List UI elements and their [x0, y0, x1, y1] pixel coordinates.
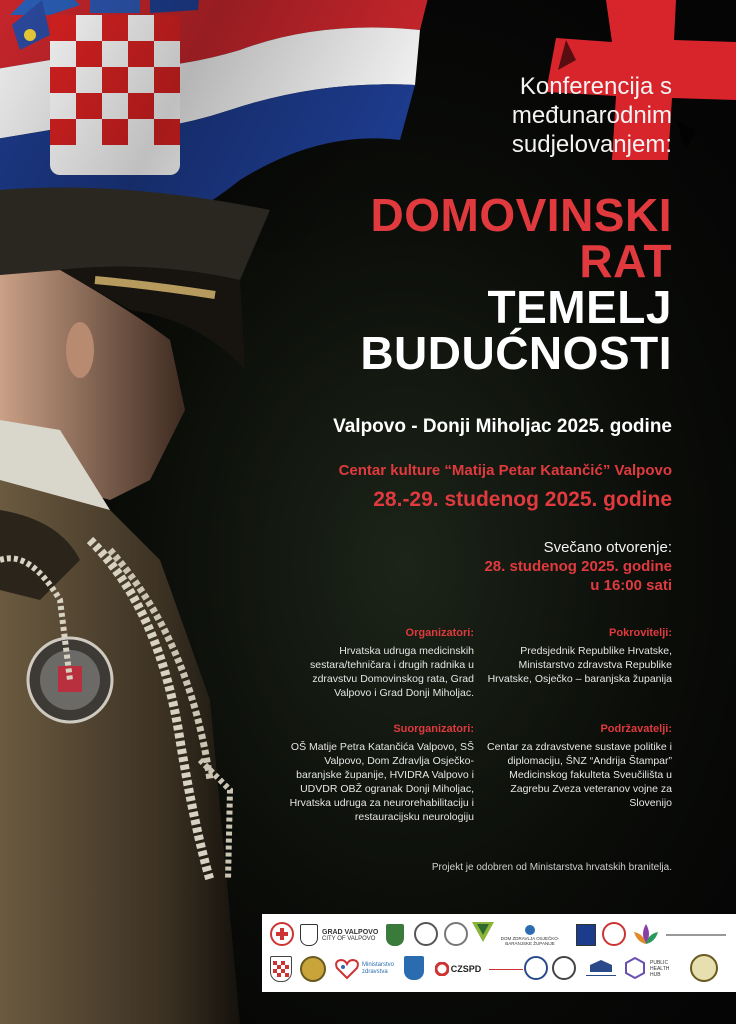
intro-line: Konferencija s [519, 73, 672, 100]
public-health-hub-logo [650, 958, 678, 980]
title-line-red: RAT [579, 235, 672, 287]
supporters-heading: Podržavatelji: [600, 723, 672, 735]
coorganizers-text: OŠ Matije Petra Katančića Valpovo, SŠ Valpovo, Dom Zdravlja Osječko-baranjske županije, HVIDRA Valpovo i UDVDR OBŽ ogranak Donji Miholjac, Hrvatska udruga za neurorehabilitaciju i restauracijsku neurologiju [289, 741, 474, 823]
opening-label: Svečano otvorenje: [543, 539, 672, 556]
ministarstvo-logo [362, 958, 402, 980]
association-logo [270, 922, 294, 946]
dom-zdravlja-logo [500, 922, 560, 948]
portrait-seal-icon [444, 922, 468, 946]
green-triangle-logo [472, 922, 494, 942]
valpovo-crest-icon [300, 924, 318, 946]
grad-valpovo-logo [322, 924, 386, 948]
gold-seal-icon [300, 956, 326, 982]
venue-text: Centar kulture “Matija Petar Katančić” Valpovo [338, 462, 672, 479]
title-line-red: DOMOVINSKI [370, 189, 672, 241]
red-cross-icon [275, 927, 289, 941]
patrons-heading: Pokrovitelji: [609, 627, 672, 639]
blue-crest-icon [576, 924, 596, 946]
opening-date: 28. studenog 2025. godine [484, 558, 672, 575]
dom-zdravlja-text: DOM ZDRAVLJA OSJEČKO-BARANJSKE ŽUPANIJE [500, 936, 560, 946]
czspd-subtitle-lines [488, 962, 524, 976]
intro-heading [372, 72, 672, 159]
intro-line: sudjelovanjem: [511, 131, 672, 158]
coorganizers-section [284, 722, 474, 824]
czspd-icon [435, 962, 449, 976]
approval-note: Projekt je odobren od Ministarstva hrvatskih branitelja. [431, 862, 672, 873]
school-building-logo [584, 956, 618, 980]
czspd-text: CZSPD [450, 964, 482, 974]
location-text: Valpovo - Donji Miholjac 2025. godine [333, 416, 672, 437]
university-seal-icon [552, 956, 576, 980]
patrons-section [482, 626, 672, 686]
opening-info [484, 538, 672, 595]
opening-time: u 16:00 sati [590, 577, 672, 594]
ministarstvo-text: Ministarstvo zdravstva [362, 962, 395, 975]
czspd-logo [430, 958, 486, 980]
public-health-hub-text: PUBLIC HEALTH HUB [650, 960, 670, 978]
patrons-text: Predsjednik Republike Hrvatske, Ministarstvo zdravstva Republike Hrvatske, Osječko – baranjska županija [487, 645, 672, 685]
school-crest-icon [386, 924, 404, 946]
hvidra-seal-icon [602, 922, 626, 946]
supporters-text: Centar za zdravstvene sustave politike i diplomaciju, ŠNZ “Andrija Štampar” Medicinskog fakulteta Sveučilišta u Zagrebu Zveza veteranov vojne za Slovenijo [486, 741, 672, 809]
sponsor-logos-strip [262, 914, 736, 992]
conference-title [360, 189, 672, 379]
supporters-section [482, 722, 672, 810]
public-health-hub-icon [624, 956, 646, 980]
organizers-section [284, 626, 474, 700]
organizers-heading: Organizatori: [405, 627, 474, 639]
dates-text: 28.-29. studenog 2025. godine [373, 488, 672, 511]
organizers-text: Hrvatska udruga medicinskih sestara/tehničara i drugih radnika u zdravstvu Domovinskog rata, Grad Valpovo i Grad Donji Miholjac. [309, 645, 474, 699]
title-line-white: TEMELJ [487, 281, 672, 333]
intro-line: međunarodnim [511, 102, 672, 129]
soldier-image [0, 180, 290, 1024]
ministry-heart-icon [334, 956, 360, 982]
dom-zdravlja-icon [524, 924, 536, 936]
grad-valpovo-text: GRAD VALPOVO [322, 929, 379, 936]
county-crest-icon [404, 956, 424, 980]
neurorehab-logo-text [662, 924, 730, 946]
croatia-crest-icon [270, 956, 292, 982]
title-line-white: BUDUĆNOSTI [360, 327, 672, 379]
snz-seal-icon [524, 956, 548, 980]
coorganizers-heading: Suorganizatori: [393, 723, 474, 735]
city-of-valpovo-text: CITY OF VALPOVO [322, 936, 376, 942]
school-seal-icon [414, 922, 438, 946]
veterans-seal-icon [690, 954, 718, 982]
lotus-logo [632, 920, 660, 948]
